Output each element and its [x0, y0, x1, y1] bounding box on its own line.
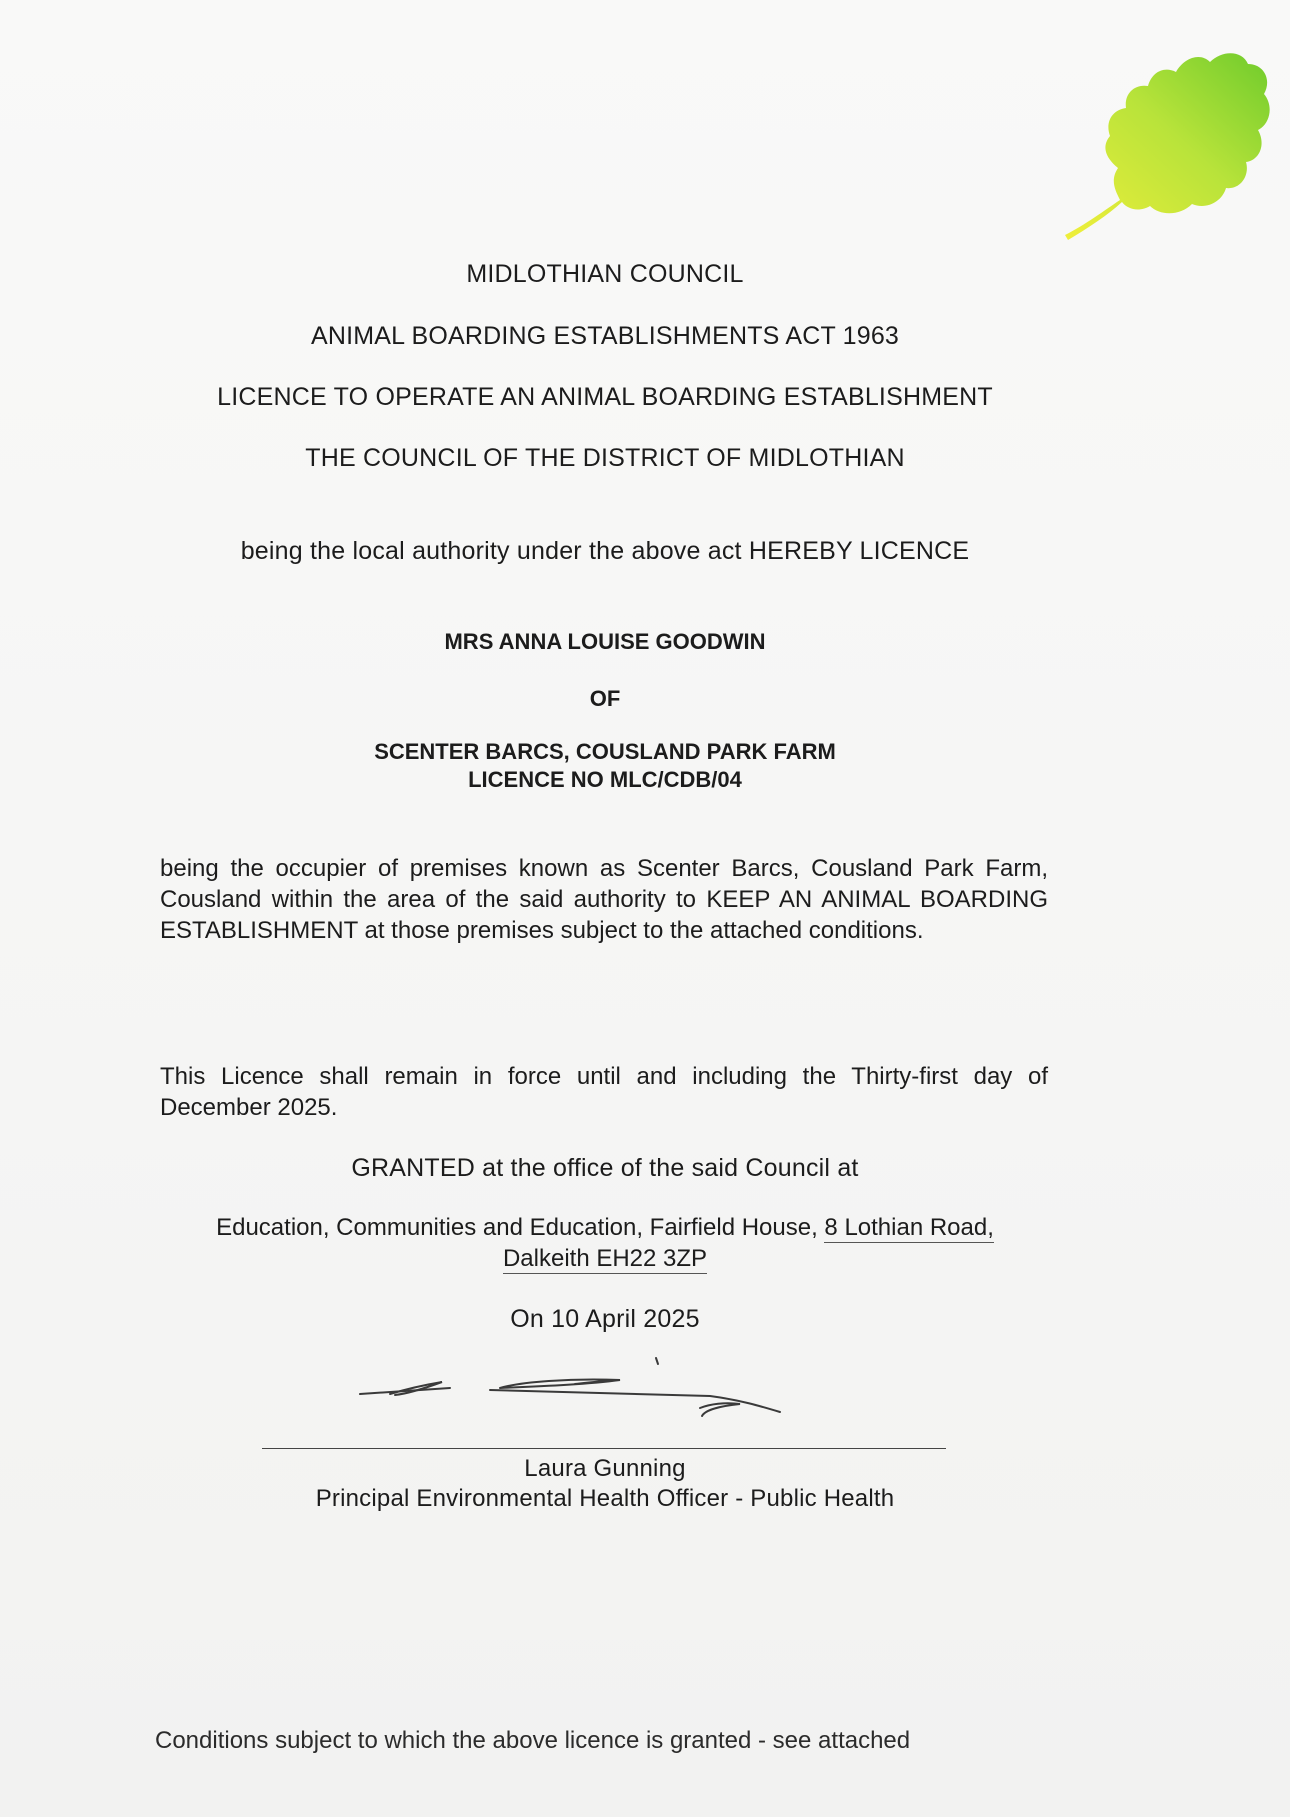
grant-date: On 10 April 2025 — [510, 1305, 700, 1333]
licence-title: LICENCE TO OPERATE AN ANIMAL BOARDING ESTABLISHMENT — [217, 383, 993, 411]
signatory-name: Laura Gunning — [524, 1455, 686, 1482]
licensee-of: OF — [589, 686, 621, 711]
premises-name: SCENTER BARCS, COUSLAND PARK FARM — [374, 739, 836, 764]
signature-line — [262, 1448, 946, 1449]
office-address — [0, 1212, 1210, 1274]
signatory-title: Principal Environmental Health Officer - Public Health — [315, 1485, 895, 1512]
oak-leaf-logo-icon — [1060, 40, 1270, 240]
handwritten-signature — [350, 1350, 850, 1430]
granted-statement: GRANTED at the office of the said Council at — [351, 1154, 859, 1182]
licence-number: LICENCE NO MLC/CDB/04 — [468, 767, 742, 792]
licensee-name: MRS ANNA LOUISE GOODWIN — [444, 629, 766, 654]
occupier-paragraph: being the occupier of premises known as Scenter Barcs, Cousland Park Farm, Cousland within the area of the said authority to KEEP AN ANIMAL BOARDING ESTABLISHMENT at those premises subject to the attached conditions. — [160, 855, 1048, 944]
address-part-2: 8 Lothian Road, — [824, 1214, 994, 1241]
address-part-3: Dalkeith EH22 3ZP — [502, 1245, 708, 1272]
conditions-note: Conditions subject to which the above licence is granted - see attached — [155, 1727, 911, 1754]
authority-statement: being the local authority under the above act HEREBY LICENCE — [240, 537, 970, 565]
act-title: ANIMAL BOARDING ESTABLISHMENTS ACT 1963 — [310, 322, 900, 350]
council-name: MIDLOTHIAN COUNCIL — [466, 260, 744, 288]
address-part-1: Education, Communities and Education, Fairfield House, — [216, 1214, 825, 1241]
validity-paragraph: This Licence shall remain in force until and including the Thirty-first day of December 2025. — [160, 1063, 1048, 1121]
council-district: THE COUNCIL OF THE DISTRICT OF MIDLOTHIAN — [305, 444, 905, 472]
